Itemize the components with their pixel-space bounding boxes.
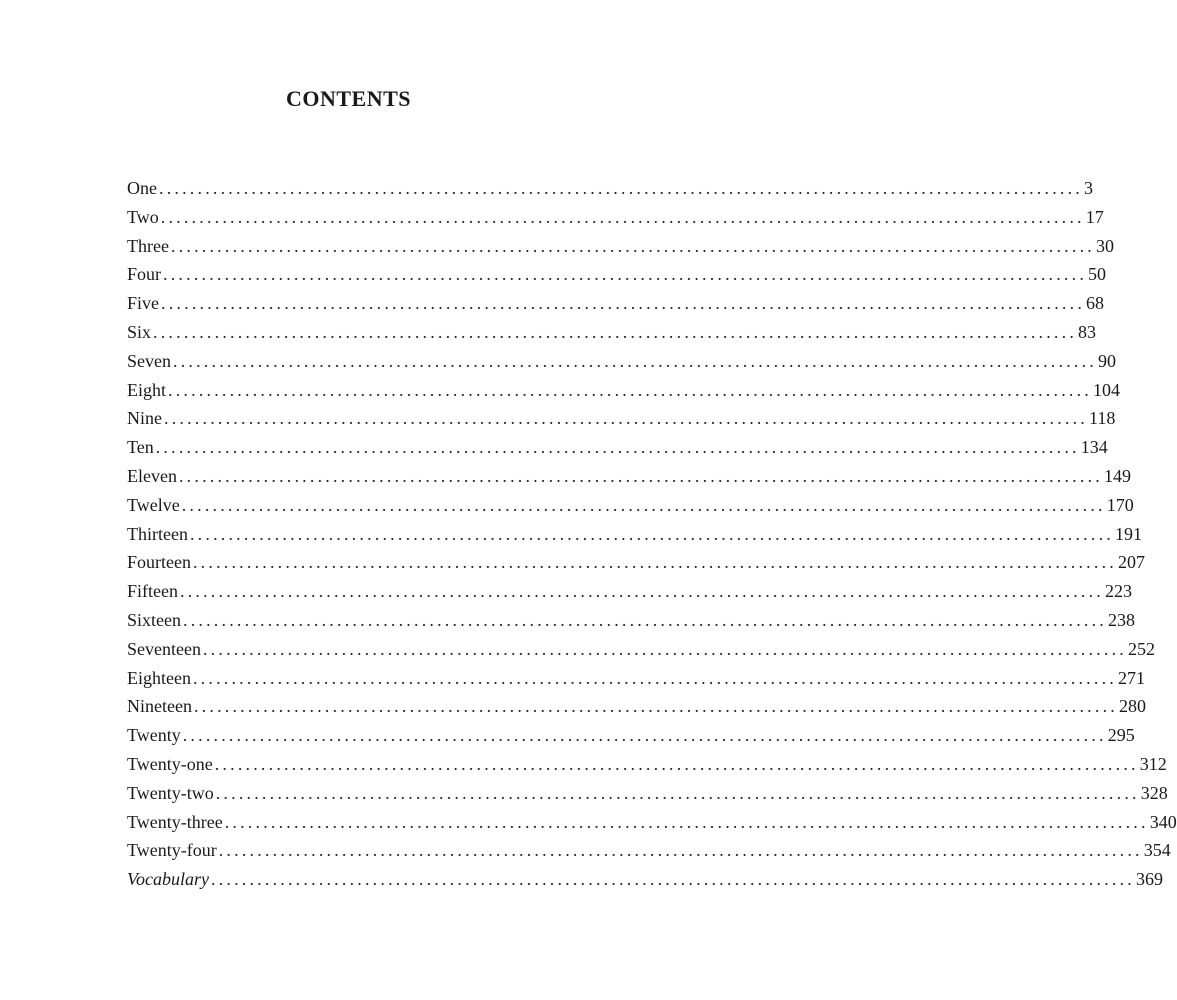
toc-entry-title: Vocabulary xyxy=(127,869,209,890)
toc-entry-title: Fifteen xyxy=(127,581,178,602)
toc-entry-page-number: 252 xyxy=(1127,638,1155,659)
toc-entry-title: Four xyxy=(127,264,162,285)
toc-entry-page-number: 170 xyxy=(1106,494,1134,515)
toc-leader-dots: ........................................................................................................................ xyxy=(193,696,1118,717)
toc-leader-dots: ........................................................................................................................ xyxy=(164,408,1088,429)
toc-entry-title: Sixteen xyxy=(127,609,181,630)
toc-entry-title: Twenty-three xyxy=(127,811,223,832)
toc-entry-title: Thirteen xyxy=(127,523,188,544)
toc-entry[interactable] xyxy=(127,606,1135,635)
toc-leader-dots: ........................................................................................................................ xyxy=(170,235,1095,256)
toc-entry-title: Two xyxy=(127,206,159,227)
toc-entry-title: Eighteen xyxy=(127,667,191,688)
toc-entry-page-number: 68 xyxy=(1086,293,1105,314)
toc-entry-title: Seventeen xyxy=(127,638,201,659)
toc-leader-dots: ........................................................................................................................ xyxy=(202,638,1127,659)
table-of-contents xyxy=(127,174,1177,894)
toc-leader-dots: ........................................................................................................................ xyxy=(180,581,1104,602)
toc-leader-dots: ........................................................................................................................ xyxy=(153,321,1078,342)
toc-entry[interactable] xyxy=(127,692,1146,721)
toc-entry[interactable] xyxy=(127,836,1171,865)
toc-entry-title: Five xyxy=(127,293,160,314)
toc-entry[interactable] xyxy=(127,318,1097,347)
toc-entry-page-number: 312 xyxy=(1139,753,1167,774)
toc-entry-page-number: 207 xyxy=(1117,552,1145,573)
toc-entry[interactable] xyxy=(127,462,1131,491)
toc-entry-page-number: 271 xyxy=(1117,667,1145,688)
toc-entry-title: Six xyxy=(127,321,152,342)
toc-leader-dots: ........................................................................................................................ xyxy=(224,811,1149,832)
toc-entry[interactable] xyxy=(127,433,1108,462)
toc-entry-title: Eight xyxy=(127,379,166,400)
toc-leader-dots: ........................................................................................................................ xyxy=(192,667,1117,688)
toc-entry-title: Ten xyxy=(127,437,154,458)
toc-leader-dots: ........................................................................................................................ xyxy=(192,552,1117,573)
toc-leader-dots: ........................................................................................................................ xyxy=(160,206,1085,227)
toc-entry-page-number: 83 xyxy=(1078,321,1097,342)
toc-leader-dots: ........................................................................................................................ xyxy=(155,437,1080,458)
toc-entry[interactable] xyxy=(127,779,1168,808)
toc-leader-dots: ........................................................................................................................ xyxy=(173,350,1097,371)
toc-leader-dots: ........................................................................................................................ xyxy=(189,523,1114,544)
toc-entry[interactable] xyxy=(127,174,1093,203)
toc-entry-title: Nineteen xyxy=(127,696,192,717)
toc-entry-title: Twelve xyxy=(127,494,180,515)
toc-entry[interactable] xyxy=(127,865,1163,894)
toc-entry[interactable] xyxy=(127,635,1155,664)
toc-leader-dots: ........................................................................................................................ xyxy=(182,725,1107,746)
toc-entry[interactable] xyxy=(127,808,1177,837)
toc-leader-dots: ........................................................................................................................ xyxy=(215,782,1140,803)
toc-entry[interactable] xyxy=(127,232,1114,261)
toc-entry-page-number: 149 xyxy=(1103,465,1131,486)
toc-entry-page-number: 223 xyxy=(1105,581,1132,602)
toc-entry[interactable] xyxy=(127,404,1116,433)
toc-entry[interactable] xyxy=(127,347,1116,376)
toc-entry-title: Three xyxy=(127,235,169,256)
toc-leader-dots: ........................................................................................................................ xyxy=(181,494,1106,515)
toc-entry-page-number: 354 xyxy=(1143,840,1171,861)
toc-entry-page-number: 3 xyxy=(1084,178,1093,198)
toc-entry-page-number: 340 xyxy=(1149,811,1177,832)
toc-entry-title: Twenty xyxy=(127,725,181,746)
toc-entry-title: Eleven xyxy=(127,465,177,486)
toc-entry[interactable] xyxy=(127,577,1132,606)
toc-entry[interactable] xyxy=(127,289,1105,318)
toc-entry-page-number: 17 xyxy=(1085,206,1104,227)
toc-entry-title: Twenty-four xyxy=(127,840,217,861)
toc-entry-title: One xyxy=(127,178,157,198)
toc-entry-title: Twenty-one xyxy=(127,753,213,774)
toc-entry-page-number: 328 xyxy=(1140,782,1168,803)
toc-entry[interactable] xyxy=(127,520,1142,549)
toc-leader-dots: ........................................................................................................................ xyxy=(178,465,1103,486)
toc-entry-title: Nine xyxy=(127,408,162,429)
toc-leader-dots: ........................................................................................................................ xyxy=(161,293,1086,314)
toc-leader-dots: ........................................................................................................................ xyxy=(183,609,1107,630)
toc-entry-page-number: 50 xyxy=(1088,264,1107,285)
toc-entry-page-number: 280 xyxy=(1118,696,1146,717)
toc-entry[interactable] xyxy=(127,203,1104,232)
page-title: CONTENTS xyxy=(285,86,412,111)
toc-entry-page-number: 90 xyxy=(1098,350,1116,371)
toc-entry[interactable] xyxy=(127,664,1145,693)
toc-entry-page-number: 134 xyxy=(1080,437,1108,458)
toc-entry-title: Fourteen xyxy=(127,552,191,573)
toc-entry-page-number: 369 xyxy=(1135,869,1163,890)
toc-entry-page-number: 238 xyxy=(1108,609,1135,630)
toc-leader-dots: ........................................................................................................................ xyxy=(163,264,1088,285)
toc-entry-page-number: 191 xyxy=(1114,523,1142,544)
toc-entry-page-number: 118 xyxy=(1089,408,1116,429)
toc-entry-page-number: 30 xyxy=(1095,235,1114,256)
toc-entry-page-number: 295 xyxy=(1107,725,1135,746)
toc-entry[interactable] xyxy=(127,750,1167,779)
toc-leader-dots: ........................................................................................................................ xyxy=(218,840,1143,861)
toc-entry[interactable] xyxy=(127,721,1135,750)
toc-leader-dots: ........................................................................................................................ xyxy=(168,379,1092,400)
toc-entry-page-number: 104 xyxy=(1093,379,1120,400)
toc-leader-dots: ........................................................................................................................ xyxy=(214,753,1139,774)
toc-entry-title: Twenty-two xyxy=(127,782,214,803)
toc-entry[interactable] xyxy=(127,376,1120,405)
toc-entry[interactable] xyxy=(127,548,1145,577)
toc-entry-title: Seven xyxy=(127,350,171,371)
toc-leader-dots: ........................................................................................................................ xyxy=(159,178,1083,198)
toc-entry[interactable] xyxy=(127,260,1107,289)
toc-leader-dots: ........................................................................................................................ xyxy=(210,869,1135,890)
toc-entry[interactable] xyxy=(127,491,1134,520)
